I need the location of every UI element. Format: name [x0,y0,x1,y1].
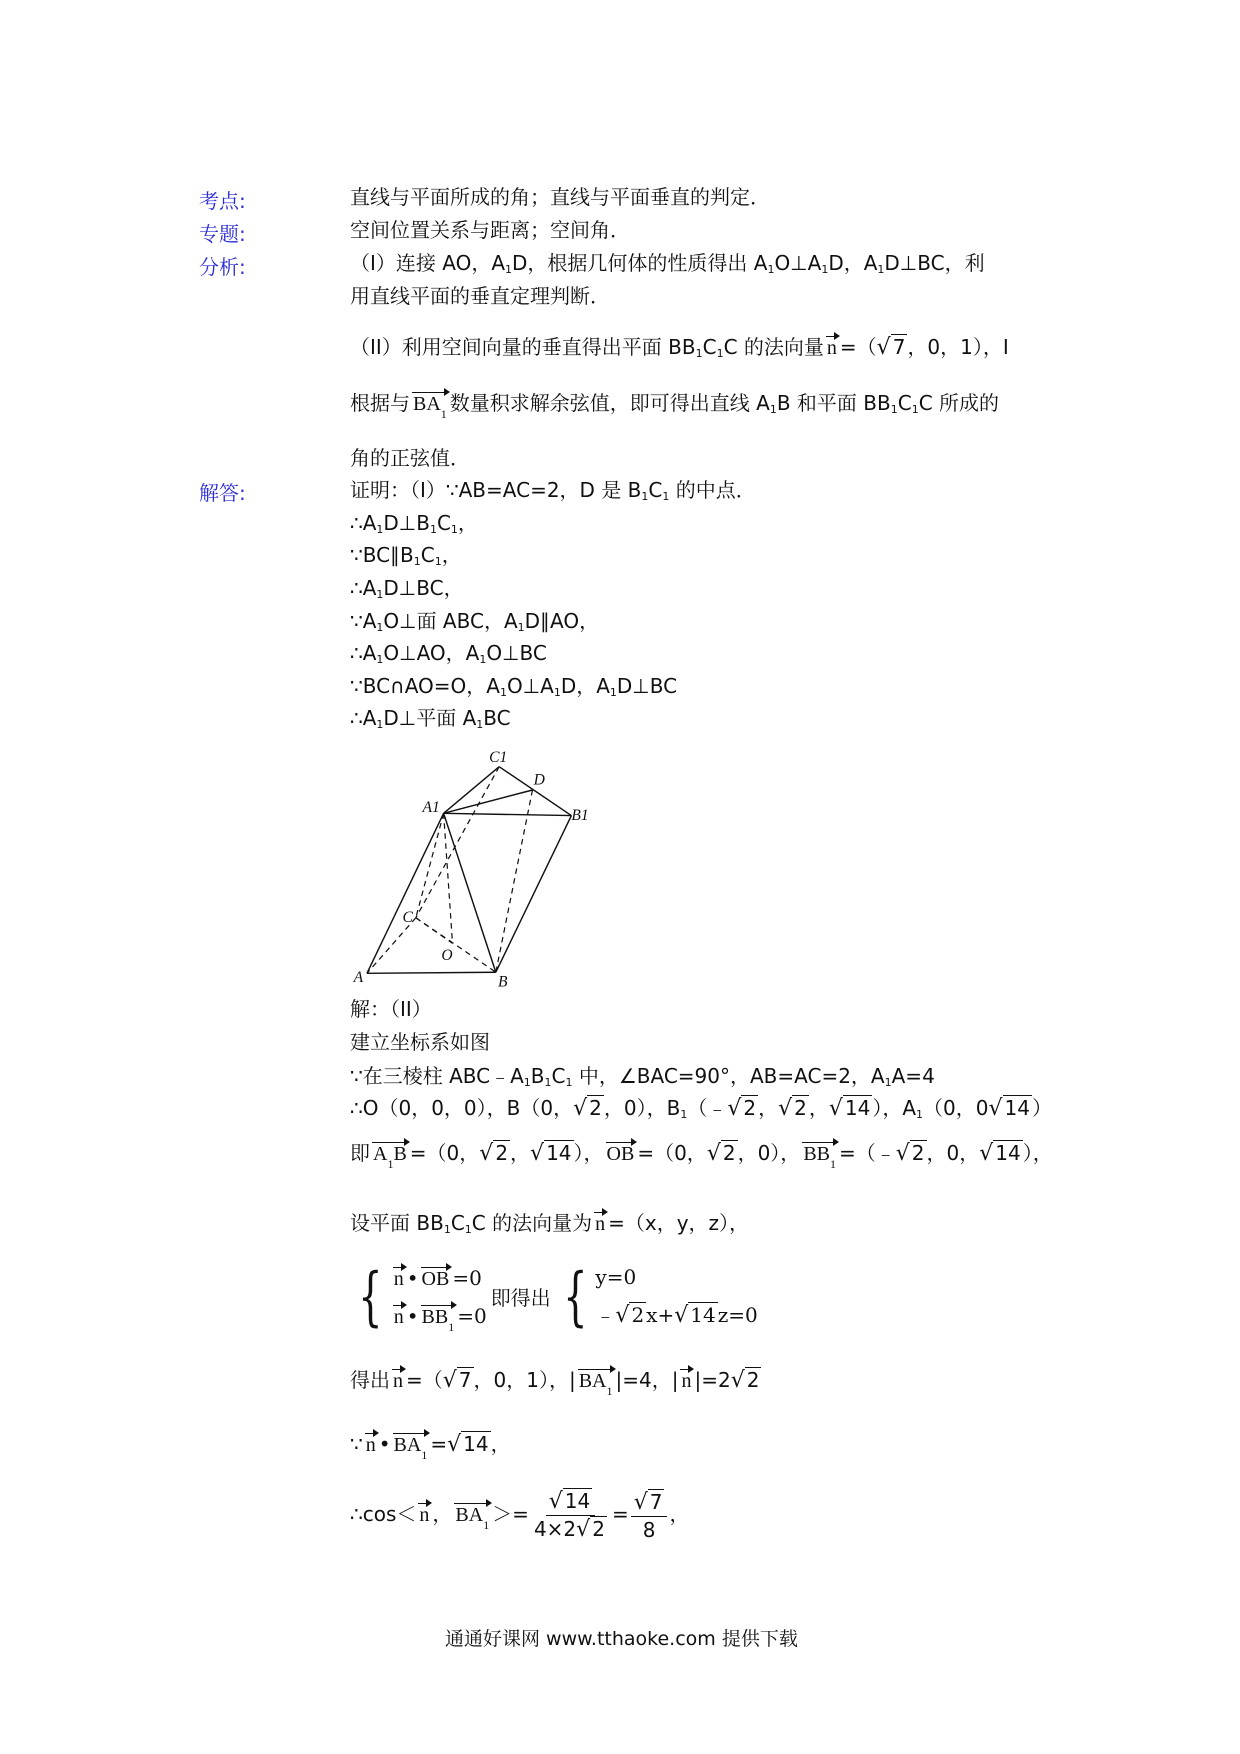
text-run: • [378,1432,391,1456]
equation-row [391,1259,487,1297]
radicand: 14 [1004,1096,1030,1120]
text-run: =0 [457,1303,487,1328]
subscript: 1 [769,403,777,416]
vector-name: BA [455,1504,484,1526]
solution-line [350,1209,749,1244]
analysis-line [350,282,610,310]
subscript: 1 [821,263,829,276]
text-run: • [406,1265,419,1290]
sqrt [479,1139,510,1168]
text-run: ， [490,1432,511,1456]
subscript: 1 [716,347,724,360]
subscript: 1 [434,555,442,568]
denominator [640,1517,659,1543]
radicand: 7 [649,1489,663,1514]
solution-line [350,1028,490,1056]
text-run: 得出 [350,1368,390,1392]
vector-name: n [365,1434,376,1456]
radicand: 2 [794,1096,807,1120]
vector-name: BA [578,1370,607,1392]
left-brace: { [358,1259,383,1334]
radical-sign: √ [828,1096,843,1121]
subscript: 1 [662,490,670,503]
radical-sign: √ [674,1303,689,1328]
vector-name: n [595,1213,606,1235]
label-zhuanti: 专题: [199,222,246,246]
label-a: A [353,969,364,987]
radicand: 2 [743,1096,757,1120]
radical-sign: √ [988,1096,1003,1121]
text-run: ）， [1022,1141,1053,1165]
vector [578,1369,614,1398]
text-run: ， [758,1096,779,1120]
text-run: C 的法向量 [723,335,824,359]
subscript: 1 [505,263,513,276]
text-run: D⊥BC [616,674,678,698]
text-run: 即 [350,1141,370,1165]
radical-sign: √ [778,1096,793,1121]
text-run: 根据与 [350,391,410,415]
text-run: D⊥BC，利 [884,251,985,275]
subscript: 1 [517,621,525,634]
text-run: ，0），B [603,1096,681,1120]
vector-name: A [373,1143,388,1165]
text-run: =（ [406,1368,443,1392]
vector-name: n [681,1370,692,1392]
text-run: A=4 [891,1064,935,1088]
vector [802,1142,837,1171]
text-run: =（x，y，z）， [608,1211,750,1235]
vector [680,1369,692,1392]
text-run: x+ [646,1303,675,1327]
label-jieda: 解答: [199,481,246,505]
sqrt [530,1139,573,1168]
system-left [391,1259,487,1335]
fraction [531,1488,610,1543]
subscript: 1 [544,1076,552,1089]
vector [392,1369,404,1392]
equation-row [595,1296,757,1335]
text-run: ），A [872,1096,917,1120]
text-run: ∵在三棱柱 ABC﹣A [350,1064,524,1088]
label-b1: B1 [571,807,589,825]
solution-line [350,1139,1053,1171]
equation-row [595,1258,757,1296]
vector-name: n [419,1504,430,1526]
text-run: ∵BC∥B [350,543,414,567]
text-run: C [702,335,717,359]
radical-sign: √ [576,1517,591,1542]
vector [393,1267,405,1290]
text-run: C [420,543,435,567]
radical-sign: √ [442,1368,457,1393]
text-run: ∴A [350,706,377,730]
subscript: 1 [523,1076,531,1089]
numerator [546,1488,595,1516]
solution-line [350,574,464,609]
text-run: =（0， [637,1141,707,1165]
text-run: =（ [839,335,877,359]
label-c1: C1 [489,749,508,767]
sqrt [443,1366,474,1395]
radicand: 14 [463,1432,489,1456]
solution-line [350,1488,689,1543]
solution-line [350,672,677,707]
subscript: 1 [877,263,885,276]
subscript: 1 [916,1108,924,1121]
vector-name: BA [393,1434,422,1456]
text-run: C [648,478,663,502]
text-run: O⊥A [506,674,554,698]
radical-sign: √ [633,1489,648,1515]
text-run: ﹣ [595,1303,616,1327]
vector-subscript: 1 [421,1448,428,1462]
vector-subscript: 1 [483,1518,490,1532]
system-connector: 即得出 [490,1286,551,1310]
zhuanti-text [350,216,630,244]
text-run: 设平面 BB [350,1211,444,1235]
solution-line [350,476,756,511]
text-run: O⊥面 ABC，A [383,609,518,633]
equation-row [391,1297,487,1335]
solution-line [350,1430,511,1462]
text-run: = [611,1502,629,1526]
text-run: |=4，| [615,1368,679,1392]
sqrt [896,1139,927,1168]
radicand: 14 [690,1303,716,1327]
sqrt [829,1094,872,1123]
solution-line [350,639,547,674]
text-run: ∵BC∩AO=O，A [350,674,500,698]
text-run: D⊥平面 A [383,706,477,730]
fraction [631,1489,668,1543]
label-kaodian: 考点: [199,189,246,213]
vector-name: OB [421,1267,450,1290]
text-run: O⊥AO，A [383,641,480,665]
subscript: 1 [499,686,507,699]
vector [606,1142,636,1165]
text-run: y=0 [595,1265,637,1289]
text-run: ∵ [350,1432,363,1456]
sqrt [727,1094,758,1123]
text-run: 空间位置关系与距离；空间角． [350,218,630,242]
text-run: C [450,1211,465,1235]
text-run: D，根据几何体的性质得出 A [512,251,768,275]
subscript: 1 [476,718,484,731]
radicand: 7 [458,1368,472,1392]
sqrt [707,1139,738,1168]
text-run: BC [483,706,511,730]
text-run: ∵A [350,609,377,633]
sqrt [988,1094,1031,1123]
text-run: ∴A [350,511,377,535]
radicand: 7 [892,335,906,359]
subscript: 1 [450,523,458,536]
sqrt [877,333,908,362]
sqrt [778,1094,809,1123]
sqrt [447,1430,490,1459]
text-run: 的中点． [669,478,756,502]
radical-sign: √ [727,1096,742,1121]
text-run: D⊥BC， [383,576,464,600]
solution-line [350,509,478,544]
text-run: ， [432,1502,453,1526]
sqrt [615,1296,646,1335]
sqrt [549,1488,592,1515]
radical-sign: √ [479,1141,494,1166]
solution-line [350,541,462,576]
text-run: ， [441,543,462,567]
vector-subscript: 1 [440,407,447,421]
vector-name: n [393,1370,403,1392]
text-run: • [406,1303,419,1328]
text-run: 4×2 [533,1517,577,1541]
vector-name: n [393,1305,404,1328]
text-run: ∴O（0，0，0），B（0， [350,1096,574,1120]
radicand: 2 [589,1096,602,1120]
solution-line [350,1366,761,1398]
vector [365,1433,377,1456]
vector-name: n [393,1267,404,1290]
text-run: ，0）， [737,1141,801,1165]
subscript: 1 [695,347,703,360]
radicand: 14 [995,1141,1021,1165]
vector [594,1212,606,1235]
radicand: 2 [592,1517,605,1541]
text-run: （﹣ [687,1096,728,1120]
solution-line [350,704,511,739]
vector [454,1503,490,1532]
vector [393,1433,429,1462]
text-run: ） [1031,1096,1052,1120]
text-run: C [436,511,451,535]
sqrt [573,1094,604,1123]
text-run: （I）连接 AO，A [350,251,506,275]
text-run: 数量积求解余弦值，即可得出直线 A [449,391,770,415]
sqrt [731,1366,762,1395]
prism-figure [350,740,595,990]
subscript: 1 [884,1076,892,1089]
text-run: =0 [452,1265,482,1290]
vector [393,1305,405,1328]
sqrt [979,1139,1022,1168]
analysis-line [350,444,470,472]
radicand: 2 [631,1303,645,1327]
radical-sign: √ [979,1141,994,1166]
sqrt [674,1296,717,1335]
text-run: =（﹣ [839,1141,896,1165]
subscript: 1 [553,686,561,699]
text-run: |=2 [694,1368,731,1392]
vector [826,336,838,359]
subscript: 1 [429,523,437,536]
subscript: 1 [911,403,919,416]
solution-line [350,1062,935,1097]
radicand: 14 [844,1096,871,1120]
radical-sign: √ [530,1141,545,1166]
text-run: C [897,391,912,415]
text-run: C 所成的 [918,391,1000,415]
subscript: 1 [479,653,487,666]
subscript: 1 [376,718,384,731]
radical-sign: √ [447,1432,462,1457]
radical-sign: √ [730,1368,745,1393]
solution-line [350,607,599,642]
text-run: ，0， [926,1141,980,1165]
sqrt [634,1489,665,1516]
text-run: ， [457,511,478,535]
subscript: 1 [767,263,775,276]
text-run: ∴cos＜ [350,1502,417,1526]
text-run: = [430,1432,448,1456]
text-run: D，A [828,251,878,275]
text-run: D∥AO， [524,609,600,633]
vector-subscript: 1 [448,1319,455,1334]
equation-system [350,1258,758,1335]
radicand: 2 [746,1368,760,1392]
text-run: D⊥B [383,511,430,535]
system-right [595,1258,757,1335]
vector [421,1305,456,1334]
label-d: D [533,771,545,789]
text-run: 证明：（I）∵AB=AC=2，D 是 B [350,478,642,502]
radicand: 2 [911,1141,925,1165]
label-a1: A1 [422,799,440,817]
text-run: ∴A [350,641,377,665]
vector-name-tail: B [393,1143,407,1165]
label-c: C [402,909,413,927]
vector-name: BB [803,1143,830,1165]
text-run: B 和平面 BB [776,391,891,415]
radical-sign: √ [876,335,891,360]
radical-sign: √ [706,1141,721,1166]
radical-sign: √ [548,1489,563,1514]
vector [421,1267,451,1290]
radicand: 14 [564,1489,591,1513]
text-run: （0，0 [923,1096,989,1120]
text-run: 直线与平面所成的角；直线与平面垂直的判定． [350,185,770,209]
text-run: =（0， [409,1141,480,1165]
subscript: 1 [413,555,421,568]
vector-name: n [826,337,837,359]
subscript: 1 [609,686,617,699]
text-run: ， [510,1141,531,1165]
text-run: 8 [642,1517,656,1542]
subscript: 1 [680,1108,688,1121]
text-run: 中，∠BAC=90°，AB=AC=2，A [572,1064,885,1088]
analysis-line [350,249,985,284]
radical-sign: √ [573,1096,588,1121]
subscript: 1 [376,523,384,536]
subscript: 1 [376,621,384,634]
analysis-line [350,333,1009,368]
text-run: （II）利用空间向量的垂直得出平面 BB [350,335,696,359]
label-fenxi: 分析: [199,255,246,279]
subscript: 1 [443,1223,451,1236]
radicand: 2 [495,1141,509,1165]
text-run: B [530,1064,545,1088]
text-run: 解：（II） [350,997,432,1021]
sqrt [576,1516,607,1543]
subscript: 1 [565,1076,573,1089]
numerator [631,1489,668,1517]
subscript: 1 [376,588,384,601]
analysis-line [350,389,999,424]
text-run: 角的正弦值． [350,446,470,470]
text-run: 用直线平面的垂直定理判断． [350,284,610,308]
text-run: D，A [560,674,610,698]
solution-line [350,995,432,1023]
vector-subscript: 1 [387,1157,394,1171]
kaodian-text [350,183,770,211]
vector-subscript: 1 [830,1157,836,1171]
solution-line [350,1094,1052,1129]
radical-sign: √ [895,1141,910,1166]
text-run: O⊥A [774,251,822,275]
text-run: ， [808,1096,829,1120]
text-run: ∴A [350,576,377,600]
right-brace: { [562,1259,588,1334]
text-run: O⊥BC [486,641,547,665]
subscript: 1 [890,403,898,416]
text-run: C [551,1064,566,1088]
label-b: B [498,973,508,990]
vector-name: OB [606,1143,635,1165]
subscript: 1 [641,490,649,503]
text-run: 建立坐标系如图 [350,1030,490,1054]
radicand: 14 [546,1141,572,1165]
radicand: 2 [722,1141,736,1165]
text-run: z=0 [717,1303,758,1327]
text-run: ，0，1），I [907,335,1009,359]
label-o: O [441,947,453,965]
vector [372,1142,408,1171]
vector-subscript: 1 [606,1384,613,1398]
vector-name: BB [421,1305,449,1328]
vector [412,392,448,421]
subscript: 1 [464,1223,472,1236]
text-run: ，0，1），| [473,1368,576,1392]
text-run: ＞= [492,1502,529,1526]
denominator [531,1516,610,1543]
radical-sign: √ [615,1303,630,1328]
text-run: ， [669,1502,690,1526]
vector [418,1503,430,1526]
text-run: C 的法向量为 [471,1211,593,1235]
footer-credit: 通通好课网 www.tthaoke.com 提供下载 [445,1628,798,1650]
text-run: ）， [573,1141,604,1165]
vector-name: BA [413,393,441,415]
subscript: 1 [376,653,384,666]
